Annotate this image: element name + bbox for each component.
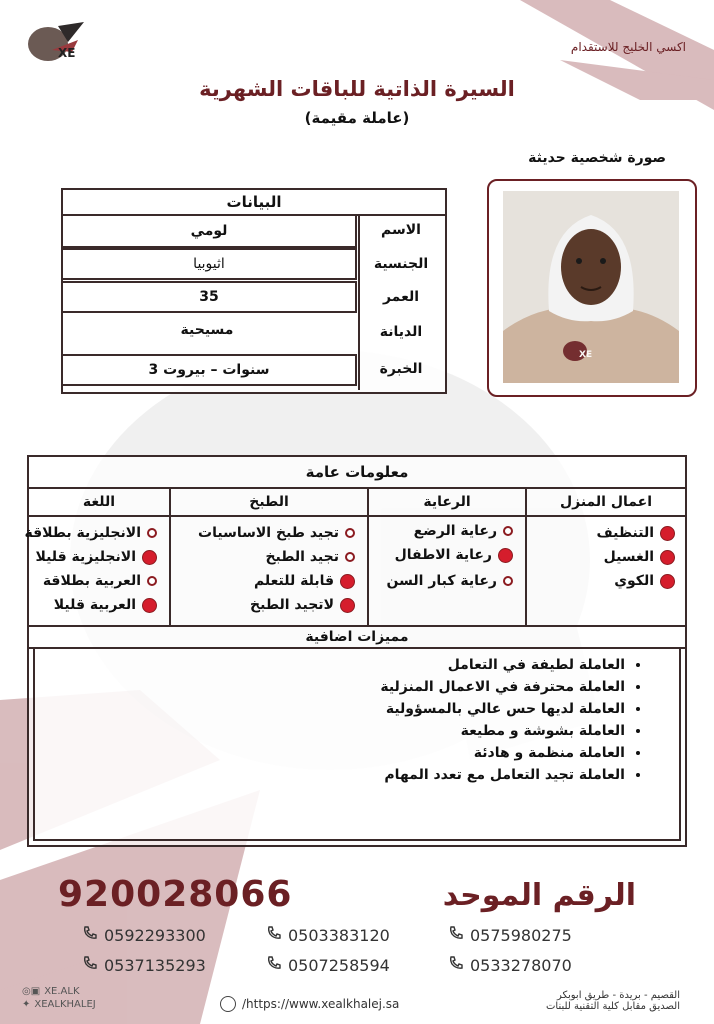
feature-item: • العاملة بشوشة و مطيعة <box>380 723 625 739</box>
col-divider <box>367 489 369 625</box>
profile-row-age <box>61 281 447 313</box>
address-line-2: الصديق مقابل كلية التقنية للبنات <box>545 1001 680 1012</box>
website-link[interactable] <box>220 996 399 1012</box>
address <box>546 990 680 1012</box>
phone-icon <box>448 955 464 975</box>
features-title: مميزات اضافية <box>29 625 685 649</box>
item-label: قابلة للتعلم <box>253 573 334 589</box>
item-label: لاتجيد الطبخ <box>250 597 334 613</box>
profile-section-title: البيانات <box>63 190 445 216</box>
status-dot-filled <box>660 574 675 589</box>
language-item-ar-little <box>54 597 157 613</box>
housework-item-washing <box>604 549 675 565</box>
item-label: التنظيف <box>596 525 654 541</box>
status-dot-empty <box>345 528 355 538</box>
col-divider <box>525 489 527 625</box>
status-dot-empty <box>503 526 513 536</box>
status-dot-empty <box>147 528 157 538</box>
phone-number-text: 0507258594 <box>288 955 390 975</box>
item-label: العربية قليلا <box>53 597 136 613</box>
item-label: تجيد طبخ الاساسيات <box>198 525 339 541</box>
status-dot-empty <box>503 576 513 586</box>
col-divider <box>169 489 171 625</box>
status-dot-filled <box>498 548 513 563</box>
worker-photo <box>503 191 679 383</box>
item-label: الانجليزية قليلا <box>35 549 136 565</box>
item-label: رعاية الرضع <box>413 523 497 539</box>
care-item-children <box>395 547 513 563</box>
age-label: العمر <box>382 289 420 305</box>
feature-item: • العاملة لديها حس عالي بالمسؤولية <box>380 701 625 717</box>
status-dot-filled <box>660 526 675 541</box>
name-label: الاسم <box>381 222 421 238</box>
cooking-item-none <box>250 597 355 613</box>
page-title: السيرة الذاتية للباقات الشهرية <box>199 77 515 101</box>
col-header-care: الرعاية <box>369 489 525 517</box>
language-item-en-little <box>35 549 157 565</box>
phone-number[interactable] <box>448 925 572 945</box>
language-item-ar-fluent <box>43 573 157 589</box>
social-handle-2: XEALKHALEJ <box>34 999 96 1010</box>
status-dot-empty <box>345 552 355 562</box>
status-dot-filled <box>142 550 157 565</box>
status-dot-filled <box>340 598 355 613</box>
brand-tagline: اكسي الخليج للاستقدام <box>570 40 686 54</box>
profile-row-experience <box>61 354 447 386</box>
name-value: لومي <box>61 214 357 248</box>
profile-row-name <box>61 214 447 246</box>
twitter-icon: ✦ <box>22 999 31 1010</box>
social-icons: ◎▣ <box>22 986 41 997</box>
care-item-infants <box>414 523 513 539</box>
religion-label: الديانة <box>379 324 423 340</box>
religion-value: مسيحية <box>180 322 234 338</box>
phone-number-text: 0503383120 <box>288 925 390 945</box>
page-subtitle: (عاملة مقيمة) <box>304 109 410 127</box>
status-dot-filled <box>142 598 157 613</box>
phone-icon <box>266 925 282 945</box>
phone-number[interactable] <box>266 925 390 945</box>
item-label: الكوي <box>614 573 654 589</box>
experience-label: الخبرة <box>379 361 423 377</box>
photo-caption: صورة شخصية حديثة <box>528 150 666 166</box>
status-dot-filled <box>340 574 355 589</box>
address-line-1: القصيم - بريدة - طريق ابوبكر <box>556 990 680 1001</box>
cooking-item-good <box>265 549 355 565</box>
cooking-item-learnable <box>254 573 355 589</box>
profile-row-nationality <box>61 248 447 280</box>
phone-number-text: 0592293300 <box>104 925 206 945</box>
status-dot-empty <box>147 576 157 586</box>
svg-text:XE: XE <box>579 350 593 360</box>
item-label: العربية بطلاقة <box>42 573 141 589</box>
social-handle-1: XE.ALK <box>44 986 80 997</box>
item-label: الغسيل <box>603 549 654 565</box>
care-item-elderly <box>387 573 513 589</box>
social-links[interactable] <box>22 986 96 1010</box>
phone-number[interactable] <box>82 925 206 945</box>
phone-icon <box>266 955 282 975</box>
language-item-en-fluent <box>24 525 157 541</box>
phone-number-text: 0533278070 <box>470 955 572 975</box>
features-list <box>380 657 643 789</box>
nationality-label: الجنسية <box>373 256 429 272</box>
housework-item-ironing <box>614 573 675 589</box>
phone-number[interactable] <box>82 955 206 975</box>
general-info-table <box>24 455 687 847</box>
unified-number[interactable]: 920028066 <box>58 874 293 915</box>
phone-number-text: 0575980275 <box>470 925 572 945</box>
profile-row-religion <box>61 315 447 351</box>
profile-divider <box>358 214 360 390</box>
phone-number-text: 0537135293 <box>104 955 206 975</box>
feature-item: • العاملة محترفة في الاعمال المنزلية <box>380 679 625 695</box>
experience-value: 3 سنوات – بيروت <box>61 354 357 386</box>
col-header-cooking: الطبخ <box>171 489 367 517</box>
photo-frame <box>487 179 697 397</box>
nationality-value: اثيوبيا <box>61 248 357 280</box>
feature-item: • العاملة تجيد التعامل مع تعدد المهام <box>380 767 625 783</box>
feature-item: • العاملة منظمة و هادئة <box>380 745 625 761</box>
phone-icon <box>448 925 464 945</box>
phone-icon <box>82 925 98 945</box>
feature-item: • العاملة لطيفة في التعامل <box>380 657 625 673</box>
item-label: تجيد الطبخ <box>265 549 339 565</box>
features-box <box>33 647 681 841</box>
website-url: /https://www.xealkhalej.sa <box>242 997 400 1011</box>
item-label: الانجليزية بطلاقة <box>24 525 141 541</box>
cooking-item-basics <box>198 525 355 541</box>
company-logo <box>22 20 86 70</box>
unified-number-label: الرقم الموحد <box>442 878 636 913</box>
col-header-housework: اعمال المنزل <box>527 489 685 517</box>
phone-icon <box>82 955 98 975</box>
general-info-title: معلومات عامة <box>29 457 685 489</box>
globe-icon <box>220 996 236 1012</box>
phone-number[interactable] <box>448 955 572 975</box>
status-dot-filled <box>660 550 675 565</box>
col-header-language: اللغة <box>29 489 169 517</box>
logo-text: XE <box>58 46 76 60</box>
housework-item-cleaning <box>596 525 675 541</box>
item-label: رعاية الاطفال <box>394 547 492 563</box>
phone-number[interactable] <box>266 955 390 975</box>
age-value: 35 <box>61 281 357 313</box>
item-label: رعاية كبار السن <box>386 573 497 589</box>
